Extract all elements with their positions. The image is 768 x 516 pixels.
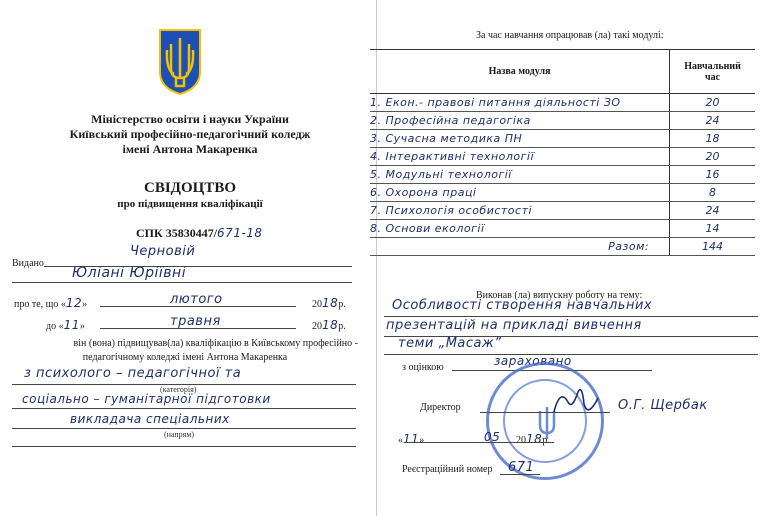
from-year	[312, 296, 346, 310]
body-line-2: педагогічному коледжі імені Антона Макаренка	[82, 352, 288, 363]
date-year-suffix: р.	[542, 435, 550, 446]
body-line-1: він (вона) підвищував(ла) кваліфікацію в Київському професійно -	[73, 338, 358, 349]
module-row	[370, 112, 755, 130]
to-label: до «	[46, 321, 64, 332]
reg-label: Реєстраційний номер	[402, 464, 493, 475]
module-hours: 24	[670, 202, 755, 220]
module-name: 1. Екон.- правові питання діяльності ЗО	[370, 94, 670, 112]
college-name: імені Антона Макаренка	[122, 142, 258, 156]
from-quote-close: »	[82, 299, 88, 310]
module-row	[370, 148, 755, 166]
col-name-label: Назва модуля	[488, 66, 551, 77]
date-day: 11	[403, 432, 420, 446]
total-label: Разом:	[370, 238, 670, 256]
direction-caption: (напрям)	[164, 430, 195, 439]
to-day: 11	[63, 318, 80, 332]
grade-label: з оцінкою	[402, 362, 444, 373]
date-year	[516, 432, 550, 446]
thesis-line-1: Особливості створення навчальних	[392, 298, 653, 313]
module-row	[370, 184, 755, 202]
date-year-prefix: 20	[516, 435, 526, 446]
grade-value: зараховано	[494, 354, 572, 368]
module-hours: 14	[670, 220, 755, 238]
to-year-value: 18	[322, 318, 339, 332]
thesis-label: Виконав (ла) випускну роботу на тему:	[476, 290, 643, 301]
date-quote-open: «	[398, 435, 403, 446]
reg-number: 671	[508, 460, 535, 475]
from-year-suffix: р.	[338, 299, 346, 310]
thesis-line-2: презентацій на прикладі вивчення	[386, 318, 642, 333]
module-hours: 8	[670, 184, 755, 202]
module-row	[370, 94, 755, 112]
to-quote-close: »	[79, 321, 85, 332]
module-hours: 20	[670, 148, 755, 166]
issue-date	[398, 432, 424, 446]
ministry-title: Міністерство освіти і науки України	[91, 112, 289, 126]
from-year-value: 18	[322, 296, 339, 310]
module-name: 5. Модульні технології	[370, 166, 670, 184]
date-to	[46, 318, 85, 332]
module-row	[370, 220, 755, 238]
certificate-number	[136, 226, 263, 241]
college-title: Київський професійно-педагогічний коледж	[69, 127, 311, 141]
category-line-1: з психолого – педагогічної та	[24, 366, 242, 381]
category-line-2: соціально – гуманітарної підготовки	[22, 392, 271, 406]
modules-table	[370, 49, 755, 256]
modules-header: За час навчання опрацював (ла) такі модулі:	[476, 30, 664, 41]
module-row	[370, 202, 755, 220]
spk-number: 671-18	[217, 226, 263, 240]
module-row	[370, 166, 755, 184]
certificate-subtitle: про підвищення кваліфікації	[117, 198, 263, 210]
module-hours: 18	[670, 130, 755, 148]
col-hours-header	[670, 50, 755, 94]
from-label: про те, що «	[14, 299, 66, 310]
from-month: лютого	[170, 292, 223, 307]
coat-of-arms-icon	[158, 28, 202, 96]
date-from	[14, 296, 87, 310]
module-name: 7. Психологія особистості	[370, 202, 670, 220]
module-name: 4. Інтерактивні технології	[370, 148, 670, 166]
to-month: травня	[170, 314, 221, 329]
module-hours: 20	[670, 94, 755, 112]
issued-label: Видано	[12, 258, 44, 269]
to-year	[312, 318, 346, 332]
director-signature	[548, 384, 604, 420]
date-quote-close: »	[419, 435, 425, 446]
from-day: 12	[65, 296, 83, 310]
module-name: 8. Основи екології	[370, 220, 670, 238]
module-name: 3. Сучасна методика ПН	[370, 130, 670, 148]
from-year-prefix: 20	[312, 299, 322, 310]
recipient-surname: Черновій	[130, 244, 196, 259]
official-stamp	[486, 362, 604, 480]
col-name-header	[370, 50, 670, 94]
spk-prefix: СПК 35830447/	[136, 226, 218, 240]
module-hours: 24	[670, 112, 755, 130]
to-year-suffix: р.	[338, 321, 346, 332]
total-row	[370, 238, 755, 256]
recipient-given-name: Юліані Юріївні	[72, 265, 187, 281]
col-hours-label-2: час	[705, 71, 721, 83]
category-line-3: викладача спеціальних	[70, 412, 230, 426]
total-hours: 144	[670, 238, 755, 256]
col-hours-label-1: Навчальний	[684, 60, 741, 72]
director-label: Директор	[420, 402, 461, 413]
module-hours: 16	[670, 166, 755, 184]
thesis-line-3: теми „Масаж”	[398, 336, 502, 351]
date-year-value: 18	[526, 432, 543, 446]
director-name: О.Г. Щербак	[618, 398, 708, 413]
certificate-title: СВІДОЦТВО	[143, 180, 236, 196]
date-month: 05	[484, 430, 501, 444]
category-caption: (категорія)	[160, 385, 197, 394]
module-name: 2. Професійна педагогіка	[370, 112, 670, 130]
module-name: 6. Охорона праці	[370, 184, 670, 202]
module-row	[370, 130, 755, 148]
to-year-prefix: 20	[312, 321, 322, 332]
